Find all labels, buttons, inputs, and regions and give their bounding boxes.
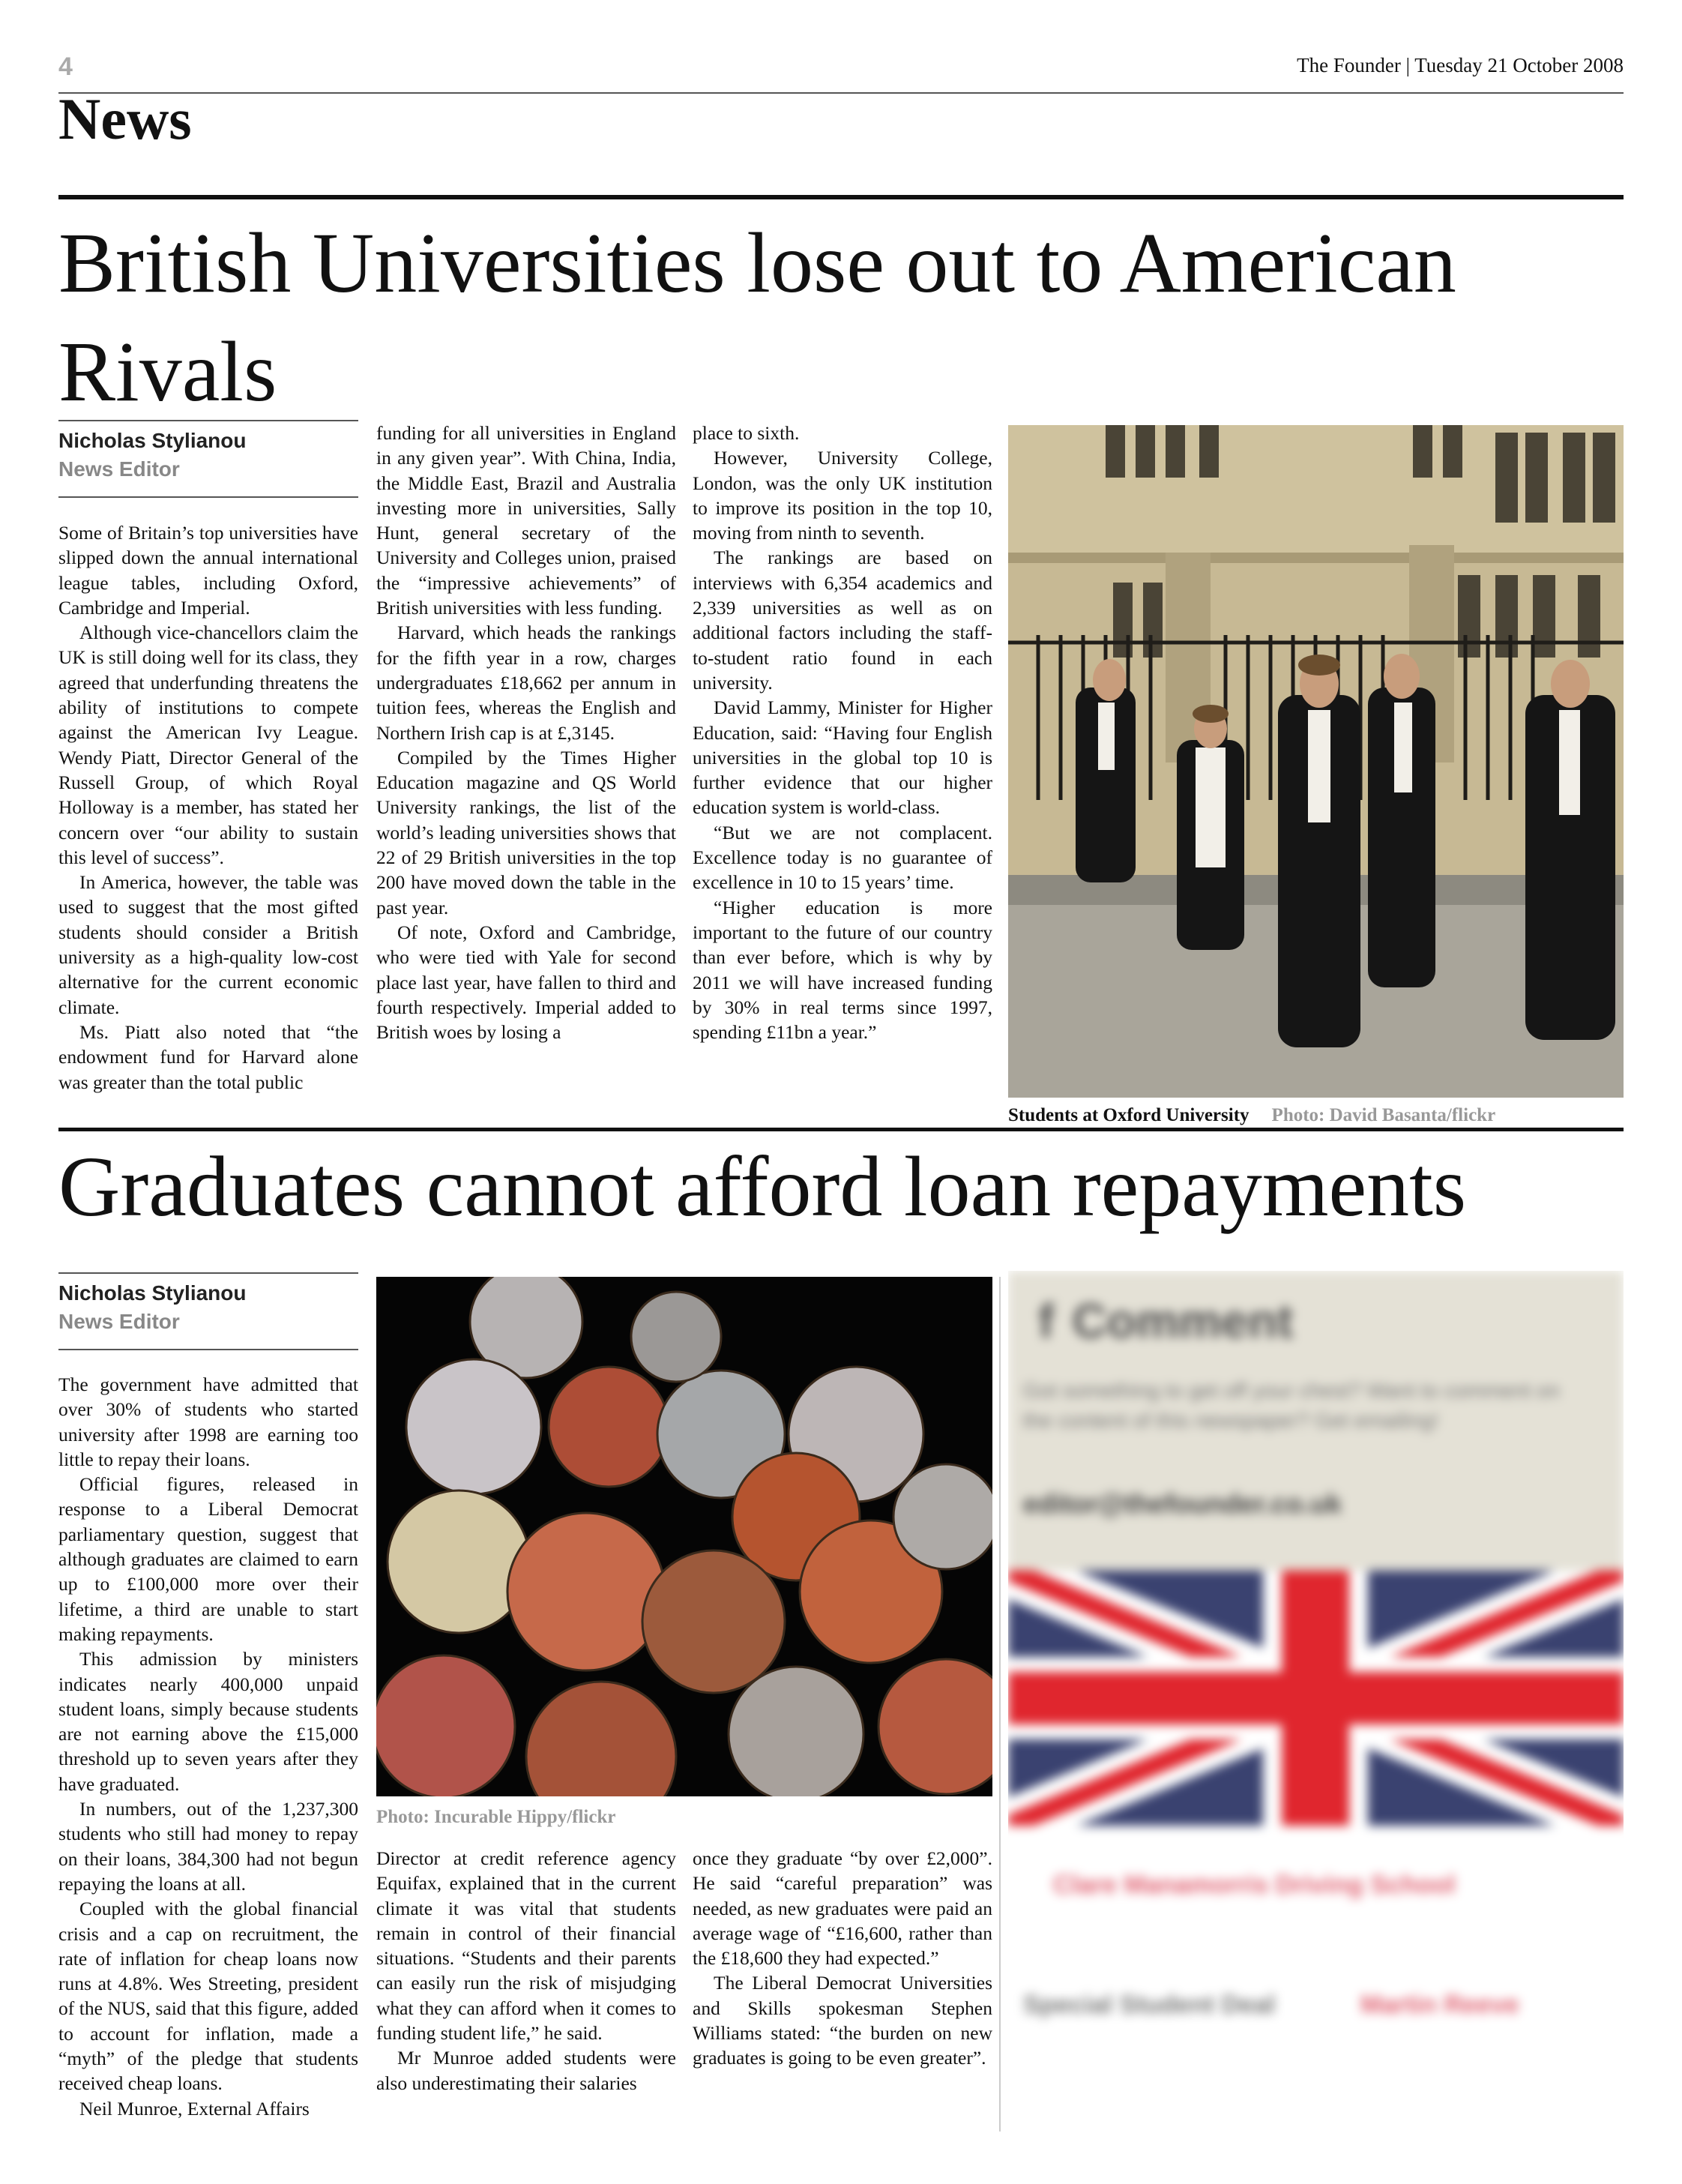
paragraph: Official figures, released in response to a Liberal Democrat parliamentary question, suggest that although graduates are claimed to earn up to £100,000 more over their lifetime, a third are unable to start making repayments. — [58, 1473, 358, 1645]
comment-text: Got something to get off your chest? Want to comment on the content of this newspaper? Get emailing! — [1023, 1379, 1560, 1432]
author-name: Nicholas Stylianou — [58, 429, 247, 452]
union-flag-icon — [1008, 1571, 1624, 1826]
author-role: News Editor — [58, 1310, 180, 1333]
paragraph: However, University College, London, was the only UK institution to improve its position in the top 10, moving from ninth to seventh. — [693, 447, 992, 544]
article1-column-1 — [58, 520, 358, 1095]
paragraph: Harvard, which heads the rankings for the fifth year in a row, charges undergraduates £18,662 per annum in tuition fees, whereas the English and Northern Irish cap is at £,3145. — [376, 622, 676, 744]
paragraph: Compiled by the Times Higher Education magazine and QS World University rankings, the list of the world’s leading universities shows that 22 of 29 British universities in the top 200 have moved down the table in the past year. — [376, 746, 676, 918]
coins-photo — [376, 1277, 992, 1796]
article2-headline: Graduates cannot afford loan repayments — [58, 1139, 1467, 1234]
comment-title: f Comment — [1038, 1294, 1294, 1348]
paragraph: Coupled with the global financial crisis and a cap on recruitment, the rate of inflation for cheap loans now runs at 4.8%. Wes Streeting, president of the NUS, said that this figure, added to account for inflation, made a “myth” of the pledge that students received cheap loans. — [58, 1898, 358, 2095]
byline-top-rule — [58, 420, 358, 421]
section-title: News — [58, 86, 192, 151]
author-name: Nicholas Stylianou — [58, 1281, 247, 1305]
masthead: The Founder | Tuesday 21 October 2008 — [1297, 54, 1624, 76]
facebook-icon: f — [1038, 1294, 1055, 1348]
paragraph: place to sixth. — [693, 422, 800, 444]
paragraph: David Lammy, Minister for Higher Education, said: “Having four English universities in the global top 10 is further evidence that our higher education system is world-class. — [693, 697, 992, 819]
section-divider — [58, 195, 1624, 199]
paragraph: “Higher education is more important to the future of our country than ever before, which is why by 2011 we will have increased funding by 30% in real terms since 1997, spending £11bn a year.” — [693, 896, 992, 1044]
comment-email: editor@thefounder.co.uk — [1023, 1488, 1342, 1519]
author-role: News Editor — [58, 457, 180, 481]
photo2-credit: Photo: Incurable Hippy/flickr — [376, 1807, 616, 1827]
article1-column-3 — [693, 421, 992, 1044]
byline-top-rule — [58, 1272, 358, 1274]
paragraph: Ms. Piatt also noted that “the endowment fund for Harvard alone was greater than the total public — [58, 1020, 358, 1093]
oxford-students-photo — [1008, 425, 1624, 1098]
article2-byline — [58, 1272, 358, 1350]
article1-column-2 — [376, 421, 676, 1044]
article2-column-2 — [376, 1846, 676, 2096]
blurred-ad-content — [1008, 1271, 1624, 2133]
byline-bottom-rule — [58, 1349, 358, 1350]
photo1-caption-text: Students at Oxford University — [1008, 1105, 1250, 1125]
article-divider — [58, 1128, 1624, 1131]
byline-bottom-rule — [58, 496, 358, 498]
article1-headline: British Universities lose out to American Rivals — [58, 215, 1456, 419]
school-name: Clare Manamorris Driving School — [1053, 1871, 1456, 1899]
sidebar-ad — [1008, 1271, 1624, 2133]
paragraph: Mr Munroe added students were also underestimating their salaries — [376, 2047, 676, 2094]
column-divider — [999, 1277, 1001, 2132]
paragraph: The government have admitted that over 30% of students who started university after 1998 are earning too little to repay their loans. — [58, 1374, 358, 1470]
header-rule — [58, 92, 1624, 94]
article1-byline — [58, 420, 358, 498]
paragraph: once they graduate “by over £2,000”. He said “careful preparation” was needed, as new graduates were paid an average wage of “£16,600, rather than the £18,600 they had expected.” — [693, 1847, 992, 1970]
photo1-caption — [1008, 1105, 1495, 1126]
paragraph: Of note, Oxford and Cambridge, who were tied with Yale for second place last year, have fallen to third and fourth respectively. Imperial added to British woes by losing a — [376, 921, 676, 1044]
paragraph: Some of Britain’s top universities have slipped down the annual international league tables, including Oxford, Cambridge and Imperial. — [58, 522, 358, 619]
paragraph: funding for all universities in England in any given year”. With China, India, the Middle East, Brazil and Australia investing more in universities, Sally Hunt, general secretary of the University and Colleges union, praised the “impressive achievements” of British universities with less funding. — [376, 422, 676, 619]
ad-brand: Martin Reeve — [1360, 1991, 1519, 2019]
paragraph: Although vice-chancellors claim the UK is still doing well for its class, they agreed that underfunding threatens the ability of institutions to compete against the American Ivy League. Wendy Piatt, Director General of the Russell Group, of which Royal Holloway is a member, has stated her concern over “our ability to sustain this level of success”. — [58, 622, 358, 868]
article2-column-1 — [58, 1372, 358, 2121]
paragraph: The rankings are based on interviews with 6,354 academics and 2,339 universities as well as on additional factors including the staff-to-student ratio found in each university. — [693, 547, 992, 694]
article2-column-3 — [693, 1846, 992, 2071]
paragraph: This admission by ministers indicates nearly 400,000 unpaid student loans, simply because students are not earning above the £15,000 threshold up to seven years after they have graduated. — [58, 1648, 358, 1795]
page-number: 4 — [58, 52, 73, 81]
paragraph: In numbers, out of the 1,237,300 students who still had money to repay on their loans, 384,300 had not begun repaying the loans at all. — [58, 1798, 358, 1895]
special-deal: Special Student Deal — [1023, 1991, 1276, 2019]
paragraph: In America, however, the table was used to suggest that the most gifted students should consider a British university as a high-quality low-cost alternative for the current economic climate. — [58, 871, 358, 1018]
photo1-credit: Photo: David Basanta/flickr — [1271, 1105, 1496, 1125]
paragraph: The Liberal Democrat Universities and Skills spokesman Stephen Williams stated: “the burden on new graduates is going to be even greater”. — [693, 1972, 992, 2069]
paragraph: “But we are not complacent. Excellence today is no guarantee of excellence in 10 to 15 years’ time. — [693, 821, 992, 894]
paragraph: Director at credit reference agency Equifax, explained that in the current climate it was vital that students remain in control of their financial situations. “Students and their parents can easily run the risk of misjudging what they can afford when it comes to funding student life,” he said. — [376, 1847, 676, 2045]
paragraph: Neil Munroe, External Affairs — [79, 2097, 310, 2120]
